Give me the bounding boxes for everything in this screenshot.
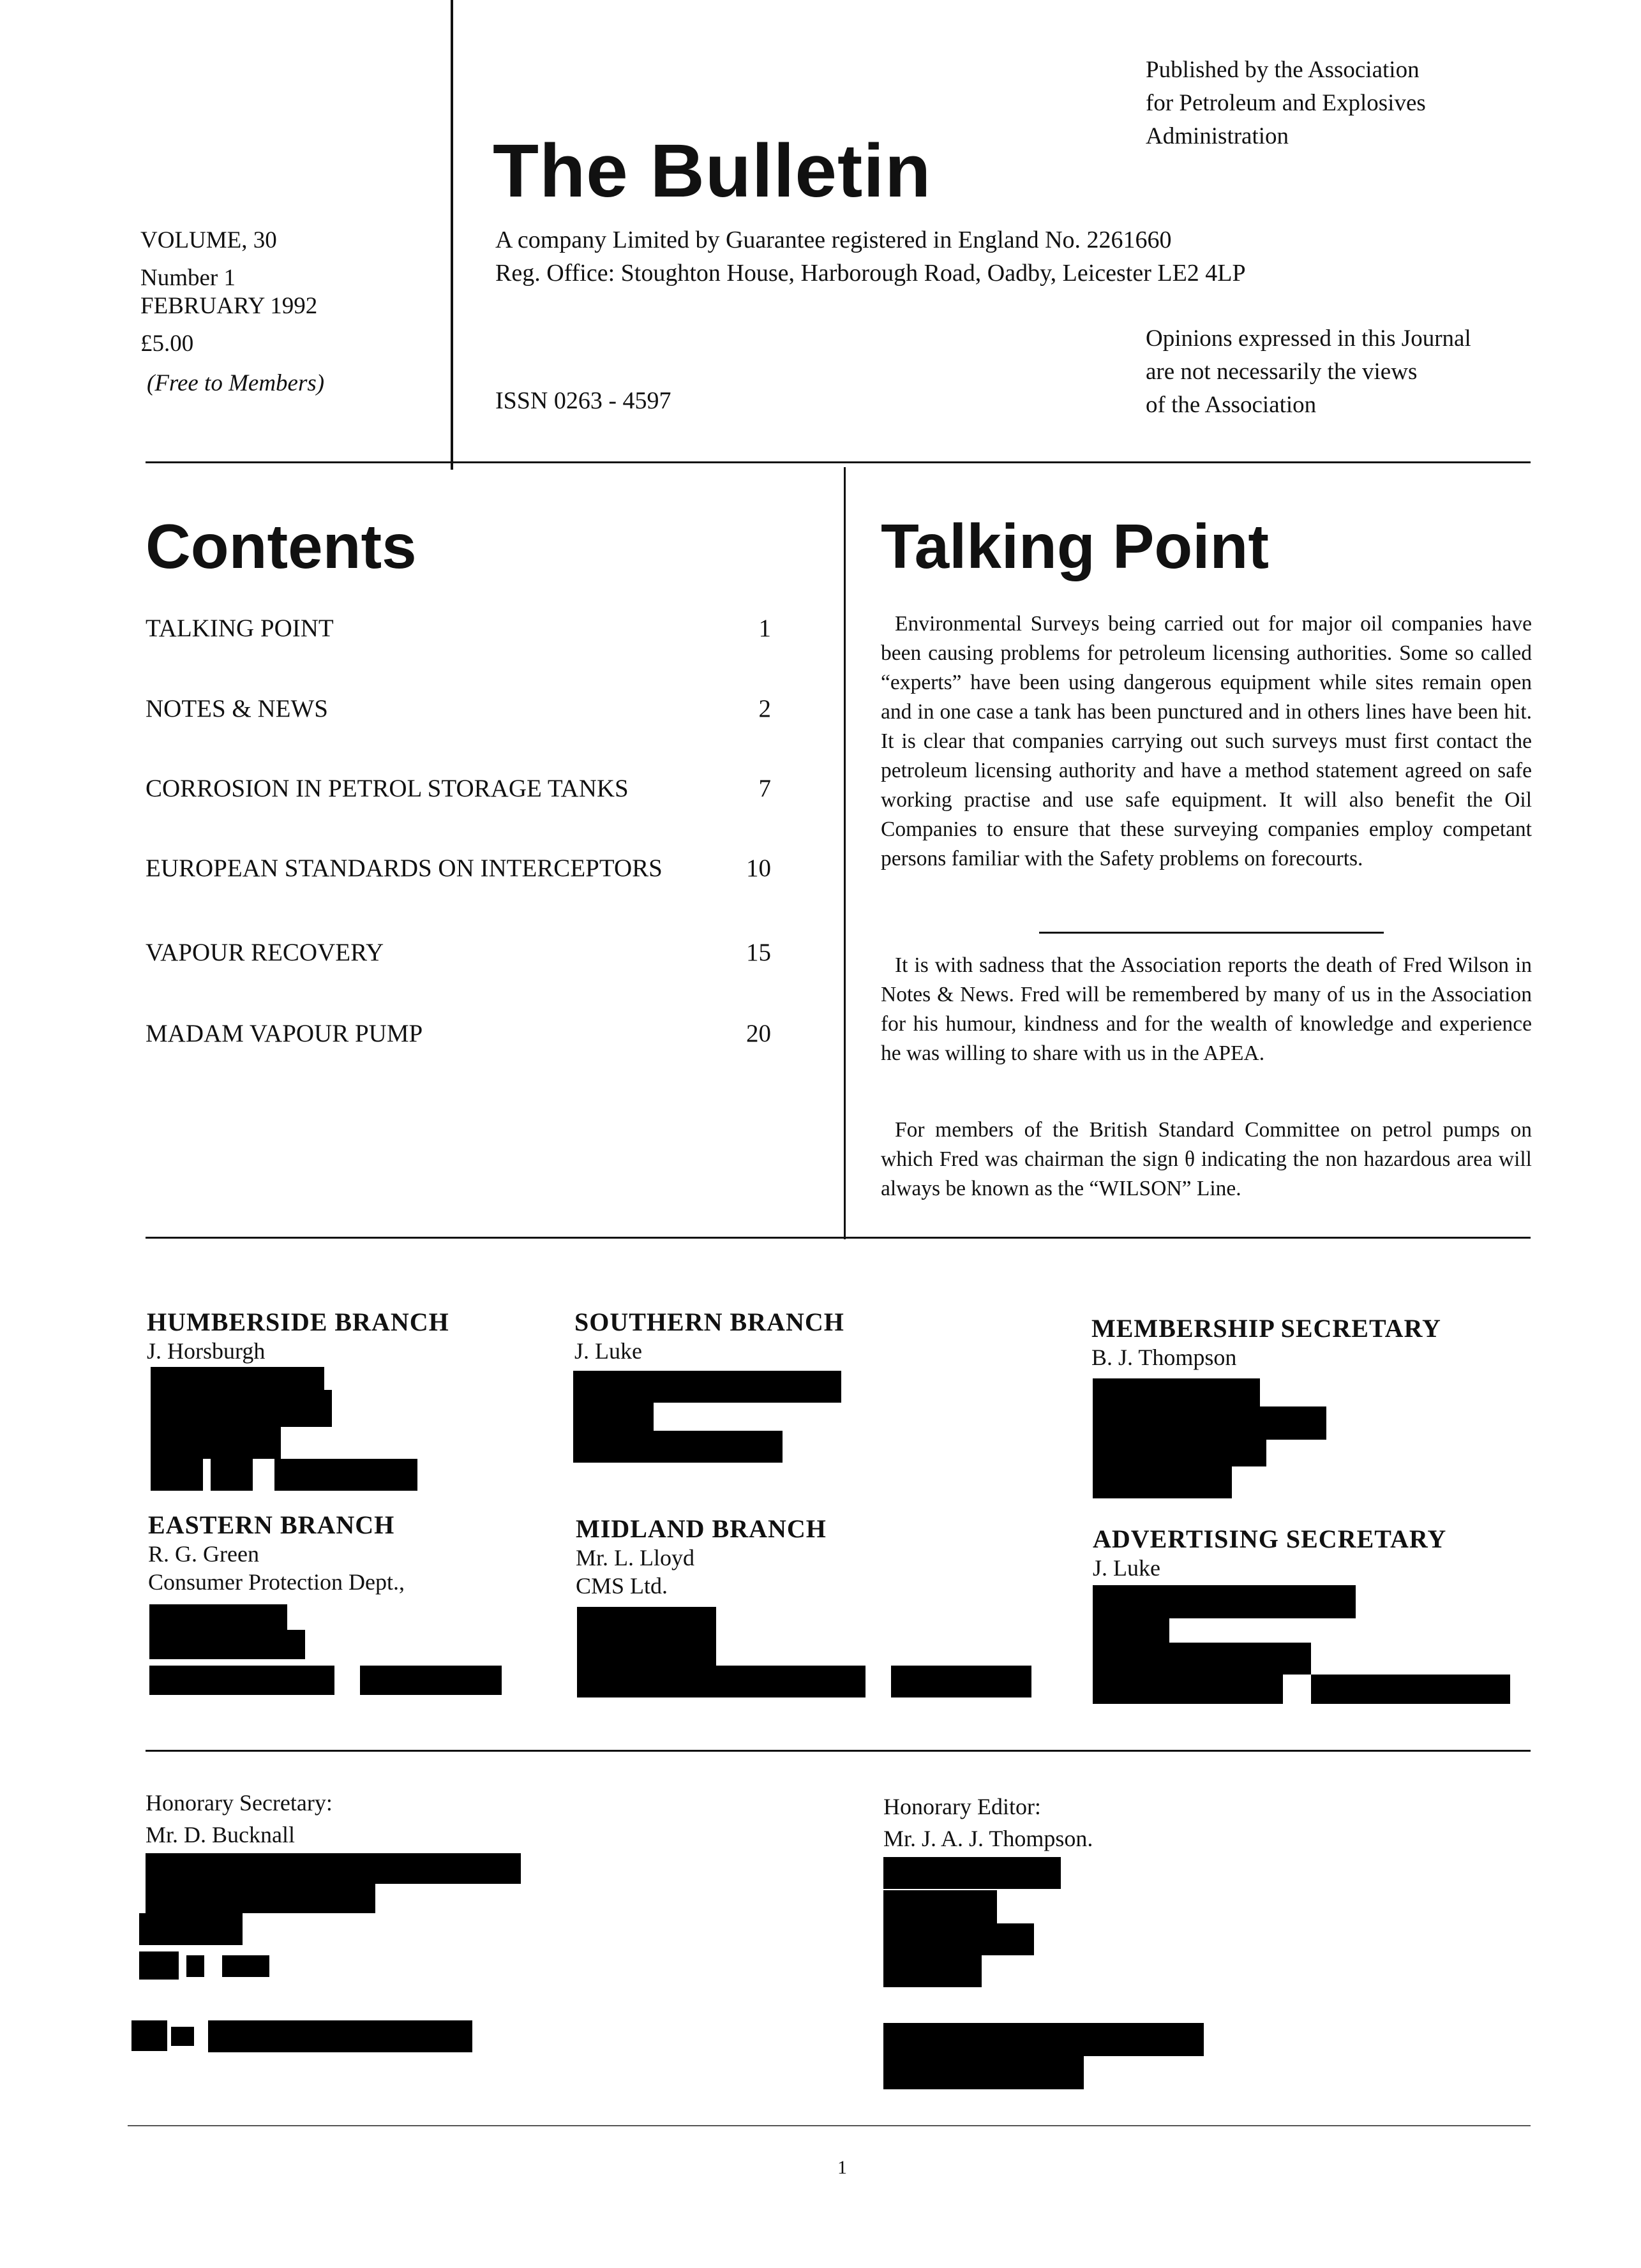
redaction <box>222 1955 269 1977</box>
redaction <box>1093 1466 1232 1498</box>
redaction <box>139 1913 243 1945</box>
talking-point-text-3 <box>881 1115 1532 1204</box>
branches-rule <box>146 1750 1531 1752</box>
masthead-divider <box>451 0 453 470</box>
column-divider <box>844 467 846 1239</box>
midland-title: MIDLAND BRANCH <box>576 1514 827 1543</box>
southern-branch <box>574 1307 844 1365</box>
non-hazardous-sign: θ <box>1184 1147 1195 1171</box>
redaction <box>883 1955 982 1987</box>
footer-rule <box>128 2125 1531 2126</box>
redaction <box>146 1884 375 1913</box>
redaction <box>573 1403 654 1431</box>
publisher-line-2: for Petroleum and Explosives <box>1146 90 1426 116</box>
redaction <box>211 1459 253 1491</box>
talking-point-separator <box>1039 932 1384 934</box>
company-registration: A company Limited by Guarantee registered in England No. 2261660 <box>495 227 1172 253</box>
honorary-editor-role: Honorary Editor: <box>883 1794 1041 1819</box>
redaction <box>1093 1675 1283 1704</box>
paragraph-3-start: For members of the British Standard Committee on petrol pumps on which Fred was chairman the sign <box>881 1118 1532 1171</box>
redaction <box>151 1367 324 1390</box>
southern-title: SOUTHERN BRANCH <box>574 1308 844 1336</box>
masthead-rule <box>146 461 1531 463</box>
humberside-branch <box>147 1307 449 1365</box>
honorary-secretary <box>146 1787 333 1851</box>
disclaimer-block <box>1146 322 1471 422</box>
redaction <box>171 2027 194 2046</box>
registered-office: Reg. Office: Stoughton House, Harborough Road, Oadby, Leicester LE2 4LP <box>495 260 1246 287</box>
issue-date: FEBRUARY 1992 <box>140 293 318 319</box>
redaction <box>208 2020 472 2052</box>
redaction <box>573 1371 841 1403</box>
honorary-secretary-name: Mr. D. Bucknall <box>146 1822 295 1847</box>
talking-point-paragraph-1 <box>881 609 1532 874</box>
redaction <box>131 2020 167 2051</box>
toc-item[interactable] <box>146 854 771 892</box>
southern-contact: J. Luke <box>574 1338 642 1364</box>
redaction <box>883 1857 1061 1889</box>
redaction <box>149 1604 287 1630</box>
redaction <box>1093 1618 1169 1643</box>
redaction <box>883 1923 1034 1955</box>
toc-item-page: 10 <box>746 854 771 882</box>
talking-point-text-2: It is with sadness that the Association reports the death of Fred Wilson in Notes & News. Fred will be remembered by many of us in the Association for his humour, kindness and for the wealth of knowledge and experience he was willing to share with us in the APEA. <box>881 953 1532 1065</box>
redaction <box>149 1630 305 1659</box>
issue-number: Number 1 <box>140 265 236 291</box>
toc-item-page: 20 <box>746 1020 771 1047</box>
toc-item-label: NOTES & NEWS <box>146 695 328 722</box>
eastern-title: EASTERN BRANCH <box>148 1511 395 1539</box>
eastern-department: Consumer Protection Dept., <box>148 1569 405 1595</box>
contents-heading: Contents <box>146 511 417 581</box>
redaction <box>139 1951 179 1980</box>
redaction <box>577 1666 865 1697</box>
redaction <box>1093 1440 1266 1466</box>
toc-item[interactable] <box>146 614 771 652</box>
toc-item-label: TALKING POINT <box>146 615 334 642</box>
price-note: (Free to Members) <box>147 370 325 396</box>
talking-point-paragraph-3 <box>881 1115 1532 1204</box>
publisher-line-1: Published by the Association <box>1146 57 1420 83</box>
membership-title: MEMBERSHIP SECRETARY <box>1091 1314 1441 1343</box>
disclaimer-line-1: Opinions expressed in this Journal <box>1146 325 1471 352</box>
redaction <box>1093 1378 1260 1410</box>
issn: ISSN 0263 - 4597 <box>495 387 671 414</box>
issue-info <box>140 225 324 399</box>
advertising-title: ADVERTISING SECRETARY <box>1093 1525 1447 1553</box>
redaction <box>186 1955 204 1977</box>
toc-item-label: EUROPEAN STANDARDS ON INTERCEPTORS <box>146 854 663 882</box>
publisher-block <box>1146 54 1426 153</box>
redaction <box>573 1431 783 1463</box>
price: £5.00 <box>140 331 194 357</box>
membership-contact: B. J. Thompson <box>1091 1345 1237 1370</box>
eastern-contact: R. G. Green <box>148 1541 259 1567</box>
honorary-editor-name: Mr. J. A. J. Thompson. <box>883 1826 1093 1851</box>
membership-secretary <box>1091 1313 1441 1371</box>
advertising-secretary <box>1093 1524 1446 1582</box>
page-number: 1 <box>837 2157 847 2178</box>
eastern-branch <box>148 1510 405 1596</box>
toc-item[interactable] <box>146 774 771 812</box>
disclaimer-line-3: of the Association <box>1146 392 1317 418</box>
honorary-editor <box>883 1791 1093 1854</box>
midland-branch <box>576 1514 827 1600</box>
honorary-secretary-role: Honorary Secretary: <box>146 1790 333 1816</box>
registration-block <box>495 223 1246 290</box>
talking-point-heading: Talking Point <box>881 511 1269 581</box>
toc-item-label: MADAM VAPOUR PUMP <box>146 1020 423 1047</box>
redaction <box>891 1666 1031 1697</box>
page-title: The Bulletin <box>493 129 932 213</box>
toc-item[interactable] <box>146 1019 771 1057</box>
midland-company: CMS Ltd. <box>576 1573 668 1599</box>
midland-contact: Mr. L. Lloyd <box>576 1545 694 1570</box>
redaction <box>883 1890 997 1923</box>
redaction <box>1311 1675 1510 1704</box>
redaction <box>274 1459 417 1491</box>
redaction <box>577 1607 716 1666</box>
toc-item-page: 15 <box>746 939 771 966</box>
paragraph-3-end: indicating the non hazardous area will always be known as the “WILSON” Line. <box>881 1147 1532 1200</box>
talking-point-paragraph-2 <box>881 951 1532 1068</box>
advertising-contact: J. Luke <box>1093 1555 1160 1581</box>
redaction <box>883 2056 1084 2089</box>
talking-point-text-1: Environmental Surveys being carried out for major oil companies have been causing problems for petroleum licensing authorities. Some so called “experts” have been using dangerous equipment while sites remain open and in one case a tank has been punctured and in others lines have been hit. It is clear that companies carrying out such surveys must first contact the petroleum licensing authority and have a method statement agreed on safe working practise and use safe equipment. It will also benefit the Oil Companies to ensure that these surveying companies employ competant persons familiar with the Safety problems on forecourts. <box>881 612 1532 870</box>
redaction <box>1093 1406 1326 1440</box>
redaction <box>146 1853 521 1884</box>
redaction <box>883 2023 1204 2056</box>
toc-item-page: 2 <box>758 695 771 722</box>
toc-item[interactable] <box>146 938 771 976</box>
redaction <box>149 1666 334 1695</box>
redaction <box>151 1390 332 1427</box>
redaction <box>1093 1643 1311 1675</box>
section-rule <box>146 1237 1531 1239</box>
toc-item[interactable] <box>146 694 771 733</box>
toc-item-label: CORROSION IN PETROL STORAGE TANKS <box>146 775 629 802</box>
redaction <box>1093 1585 1356 1618</box>
publisher-line-3: Administration <box>1146 123 1289 149</box>
redaction <box>151 1459 203 1491</box>
toc-item-label: VAPOUR RECOVERY <box>146 939 384 966</box>
redaction <box>151 1427 281 1459</box>
redaction <box>360 1666 502 1695</box>
volume: VOLUME, 30 <box>140 227 277 253</box>
toc-item-page: 1 <box>758 615 771 642</box>
disclaimer-line-2: are not necessarily the views <box>1146 359 1418 385</box>
humberside-title: HUMBERSIDE BRANCH <box>147 1308 449 1336</box>
toc-item-page: 7 <box>758 775 771 802</box>
humberside-contact: J. Horsburgh <box>147 1338 266 1364</box>
